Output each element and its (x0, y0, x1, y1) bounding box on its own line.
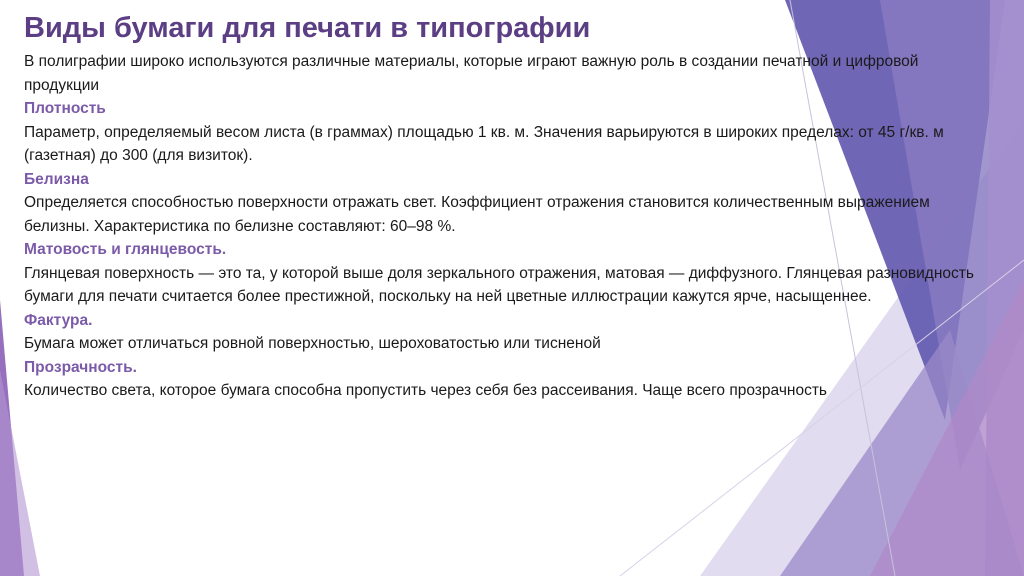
intro-text: В полиграфии широко используются различные материалы, которые играют важную роль в создании печатной и цифровой продукции (24, 53, 919, 94)
section-heading (24, 356, 984, 380)
section-heading-text: Матовость и глянцевость (24, 241, 222, 258)
section-heading (24, 309, 984, 333)
section-text: Параметр, определяемый весом листа (в граммах) площадью 1 кв. м. Значения варьируются в широких пределах: от 45 г/кв. м (газетная) до 300 (для визиток). (24, 123, 944, 164)
section-text: Глянцевая поверхность — это та, у которой выше доля зеркального отражения, матовая — диффузного. Глянцевая разновидность бумаги для печати считается более престижной, поскольку на ней цветные иллюстрации кажутся ярче, насыщеннее. (24, 264, 974, 305)
slide-content (24, 10, 984, 403)
section-text: Бумага может отличаться ровной поверхностью, шероховатостью или тисненой (24, 335, 601, 352)
section-text: Определяется способностью поверхности отражать свет. Коэффициент отражения становится количественным выражением белизны. Характеристика по белизне составляют: 60–98 %. (24, 194, 930, 235)
section-heading (24, 97, 984, 121)
section-heading-text: Прозрачность. (24, 358, 137, 376)
sections-list (24, 97, 984, 403)
section-heading (24, 168, 984, 192)
section-heading-text: Белизна (24, 170, 89, 188)
section-text: Количество света, которое бумага способна пропустить через себя без рассеивания. Чаще всего прозрачность (24, 382, 827, 399)
section-heading (24, 238, 984, 262)
slide-title: Виды бумаги для печати в типографии (24, 12, 591, 44)
section-heading-text: Плотность (24, 100, 106, 117)
section-heading-suffix: . (221, 241, 227, 258)
section-heading-text: Фактура. (24, 311, 93, 329)
